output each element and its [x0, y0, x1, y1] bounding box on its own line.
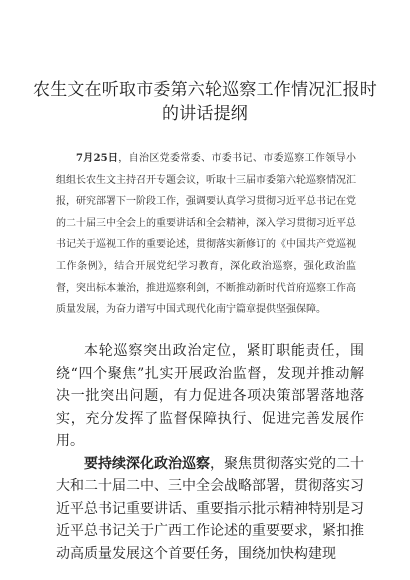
summary-text: ，自治区党委常委、市委书记、市委巡察工作领导小组组长农生文主持召开专题会议，听取十三届市委第六轮巡察情况汇报，研究部署下一阶段工作，强调要认真学习贯彻习近平总书记在党的二十届三中全会上的重要讲话和全会精神，深入学习贯彻习近平总书记关于巡视工作的重要论述，贯彻落实新修订的《中国共产党巡视工作条例》，结合开展党纪学习教育，深化政治巡察，强化政治监督，突出标本兼治，推进巡察利剑，不断推动新时代首府巡察工作高质量发展，为奋力谱写中国式现代化南宁篇章提供坚强保障。: [56, 153, 357, 316]
body-paragraph-2: [56, 453, 364, 566]
paragraph-2-text: ，聚焦贯彻落实党的二十大和二十届二中、三中全会战略部署，贯彻落实习近平总书记重要讲话、重要指示批示精神特别是习近平总书记关于广西工作论述的重要要求，紧扣推动高质量发展这个首要任务，围绕加快构建现: [56, 455, 364, 562]
body-text: [56, 340, 364, 565]
summary-date: 7月25日: [76, 153, 119, 164]
document-title-line-2: 的讲话提纲: [162, 104, 248, 124]
paragraph-2-heading: 要持续深化政治巡察: [84, 455, 210, 472]
body-paragraph-1: 本轮巡察突出政治定位，紧盯职能责任，围绕“四个聚焦”扎实开展政治监督，发现并推动解决一批突出问题，有力促进各项决策部署落地落实，充分发挥了监督保障执行、促进完善发展作用。: [56, 343, 364, 449]
summary-paragraph: [56, 148, 356, 321]
document-title: [30, 78, 380, 126]
document-title-line-1: 农生文在听取市委第六轮巡察工作情况汇报时: [33, 80, 377, 100]
summary-block: [56, 148, 356, 321]
